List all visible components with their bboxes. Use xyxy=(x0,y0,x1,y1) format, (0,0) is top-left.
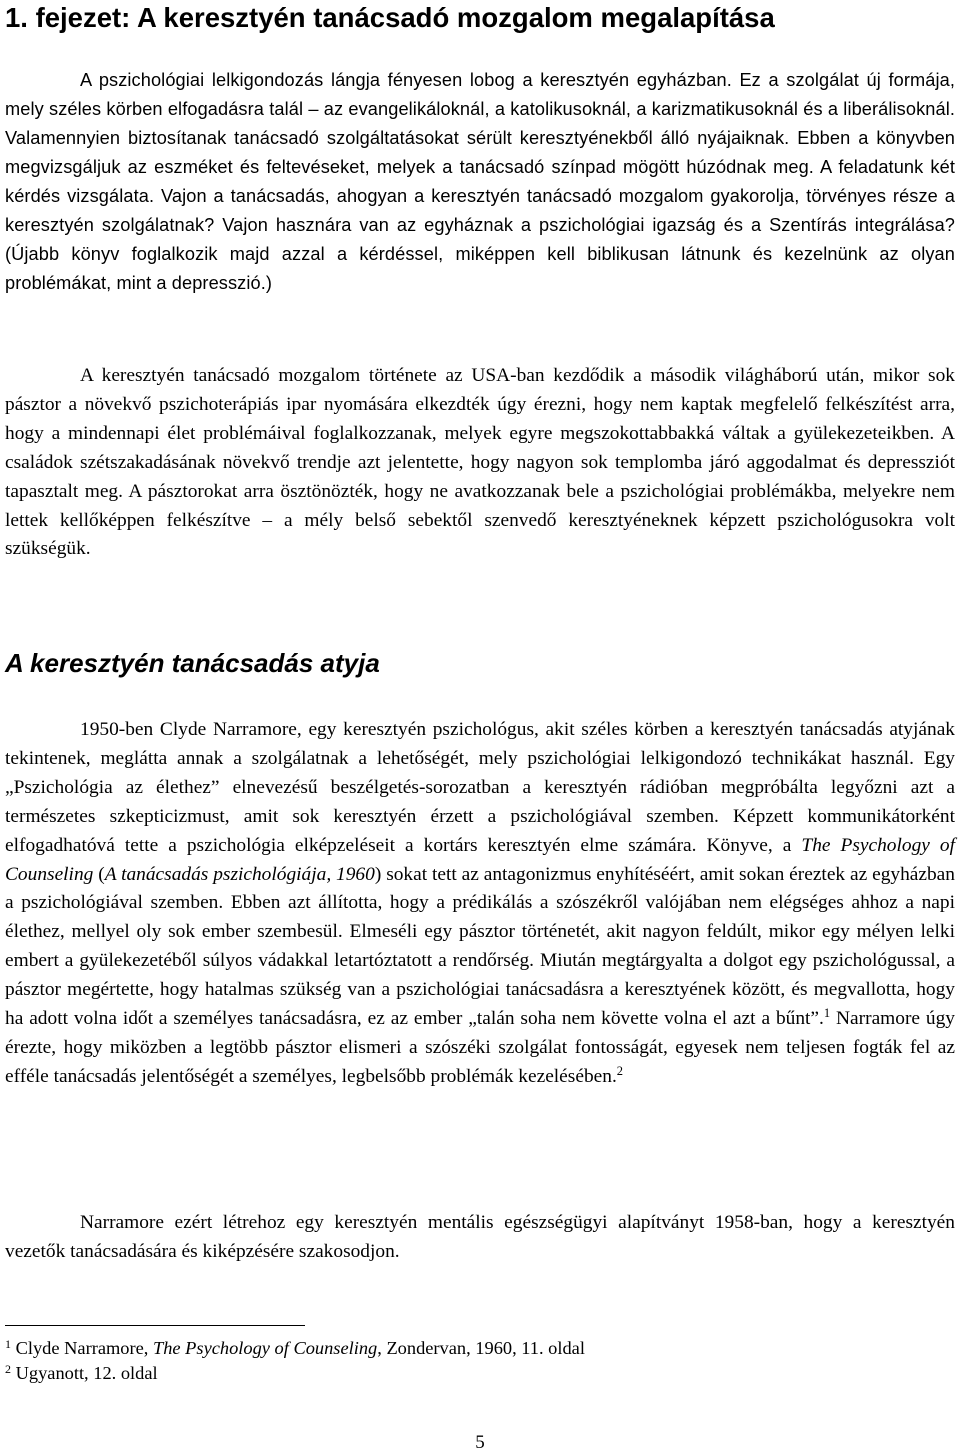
narramore-text-b: sokat tett az antagonizmus enyhítéséért, amit sokan éreztek az egyházban a pszichológiával szemben. Ebben azt állította, hogy a prédikálás a szószékről valójában nem elégséges ahhoz a napi élethez, mellyel oly sok ember szembesül. Elmeséli egy pásztor történetét, akit nagyon feldúlt, mikor egy mélyen lelki embert a gyülekezetéből súlyos vádakkal letartóztatott a rendőrség. Miután megtárgyalta a dolgot egy pszichológussal, a pásztor megértette, hogy hatalmas szükség van a pszichológiai tanácsadásra a keresztyének között, és megvallotta, hogy ha adott volna időt a személyes tanácsadásra, ez az ember „talán soha nem követte volna el azt a bűnt”. xyxy=(5,863,955,1030)
intro-paragraph xyxy=(5,66,955,298)
section-title: A keresztyén tanácsadás atyja xyxy=(5,648,380,678)
paren-close: ) xyxy=(374,863,382,885)
narramore-text-a: 1950-ben Clyde Narramore, egy keresztyén pszichológus, akit széles körben a keresztyén tanácsadás atyjának tekintenek, meglátta annak a szolgálatnak a lehetőségét, mely pszichológiai lelkigondozó technikákat használ. Egy „Pszichológia az élethez” elnevezésű beszélgetés-sorozatban a keresztyén rádióban megpróbálta legyőzni azt a természetes szkepticizmust, amit sok keresztyén érzett a pszichológiával szemben. Képzett kommunikátorként elfogadhatóvá tette a pszichológia elképzeléseit a kortárs keresztyén elme számára. Könyve, a xyxy=(5,719,955,856)
page-number: 5 xyxy=(475,1432,485,1453)
footnote-ref-2[interactable]: 2 xyxy=(616,1063,624,1078)
footnote-1 xyxy=(5,1336,955,1360)
footnote-1-number: 1 xyxy=(5,1337,11,1351)
chapter-title: 1. fejezet: A keresztyén tanácsadó mozgalom megalapítása xyxy=(5,2,775,33)
book-title-english: The Psychology of Counseling xyxy=(5,834,955,885)
history-paragraph: A keresztyén tanácsadó mozgalom története az USA-ban kezdődik a második világháború után, mikor sok pásztor a növekvő pszichoterápiás ipar nyomására elkezdték úgy érezni, hogy nem kaptak megfelelő felkészítést arra, hogy a mindennapi élet problémáival foglalkozzanak, melyek egyre megszokottabbakká váltak a gyülekezeteikben. A családok szétszakadásának növekvő trendje azt jelentette, hogy nagyon sok templomba járó aggodalmat és depressziót tapasztalt meg. A pásztorokat arra ösztönözték, hogy ne avatkozzanak bele a pszichológiai problémákba, melyekre nem lettek kellőképpen felkészítve – a mély belső sebektől szenvedő keresztyéneknek képzett pszichológusokra volt szükségük. xyxy=(5,365,955,560)
paren-open: ( xyxy=(98,863,105,885)
intro-sentences-b: Vajon a tanácsadás, ahogyan a keresztyén tanácsadó mozgalom gyakorolja, törvényes része a keresztyén szolgálatnak? Vajon hasznára van az egyháznak a pszichológiai igazság és a Szentírás integrálása? (Újabb könyv foglalkozik majd azzal a kérdéssel, miképpen kell biblikusan látnunk és kezelnünk az olyan problémákat, mint a depresszió.) xyxy=(5,186,955,293)
book-title-hungarian: A tanácsadás pszichológiája, 1960 xyxy=(104,863,375,885)
foundation-paragraph: Narramore ezért létrehoz egy keresztyén mentális egészségügyi alapítványt 1958-ban, hogy a keresztyén vezetők tanácsadására és kiképzésére szakosodjon. xyxy=(5,1212,955,1262)
footnote-ref-1[interactable]: 1 xyxy=(823,1006,831,1021)
footnote-2-number: 2 xyxy=(5,1362,11,1376)
footnote-divider xyxy=(5,1325,305,1326)
footnote-2-text: Ugyanott, 12. oldal xyxy=(15,1363,158,1383)
footnote-1-details: , Zondervan, 1960, 11. oldal xyxy=(377,1338,585,1358)
footnote-1-title: The Psychology of Counseling xyxy=(153,1338,378,1358)
intro-sentences-a: A pszichológiai lelkigondozás lángja fényesen lobog a keresztyén egyházban. Ez a szolgálat új formája, mely széles körben elfogadásra talál – az evangelikáloknál, a katolikusoknál, a karizmatikusoknál és a liberálisoknál. Valamennyien biztosítanak tanácsadó szolgáltatásokat sérült keresztyénekből álló nyájaiknak. Ebben a könyvben megvizsgáljuk az eszméket és feltevéseket, melyek a tanácsadó színpad mögött húzódnak meg. A feladatunk két kérdés vizsgálata. xyxy=(5,70,955,206)
narramore-text-c: Narramore úgy érezte, hogy miközben a legtöbb pásztor elismeri a szószéki szolgálat fontosságát, egyesek nem teljesen fogták fel az efféle tanácsadás jelentőségét a személyes, legbelsőbb problémák kezelésében. xyxy=(5,1008,955,1087)
narramore-paragraph xyxy=(5,716,955,1092)
footnote-1-author: Clyde Narramore, xyxy=(15,1338,149,1358)
footnote-2 xyxy=(5,1361,955,1385)
